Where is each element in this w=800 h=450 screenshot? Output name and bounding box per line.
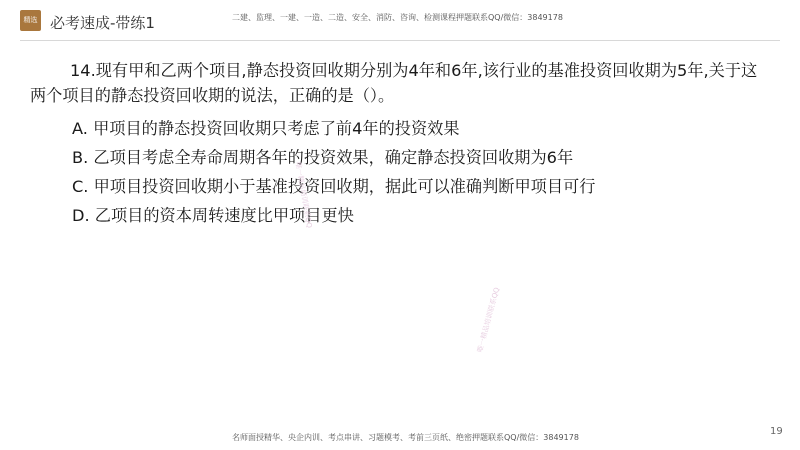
header-divider <box>20 40 780 41</box>
watermark-text: 唯一精品培训联系QQ <box>475 286 502 354</box>
watermark-text: 唯一精品培训联系QQ <box>293 161 314 229</box>
question-stem: 14.现有甲和乙两个项目,静态投资回收期分别为4年和6年,该行业的基准投资回收期为5年,关于这两个项目的静态投资回收期的说法，正确的是（）。 <box>30 61 758 105</box>
section-title: 必考速成-带练1 <box>50 14 155 32</box>
top-banner: 二建、监理、一建、一造、二造、安全、消防、咨询、检测课程押题联系QQ/微信：3849178 <box>232 13 563 22</box>
page-number: 19 <box>770 426 783 437</box>
option-list <box>72 114 770 230</box>
question-block <box>30 58 770 230</box>
option-b: B. 乙项目考虑全寿命周期各年的投资效果，确定静态投资回收期为6年 <box>72 148 574 167</box>
option-c: C. 甲项目投资回收期小于基准投资回收期，据此可以准确判断甲项目可行 <box>72 177 596 196</box>
footer-banner: 名师面授精华、央企内训、考点串讲、习题模考、考前三页纸、绝密押题联系QQ/微信：3849178 <box>232 433 579 442</box>
brand-logo: 精选 <box>20 10 41 31</box>
option-a: A. 甲项目的静态投资回收期只考虑了前4年的投资效果 <box>72 119 460 138</box>
option-d: D. 乙项目的资本周转速度比甲项目更快 <box>72 206 354 225</box>
slide-header <box>0 0 800 44</box>
